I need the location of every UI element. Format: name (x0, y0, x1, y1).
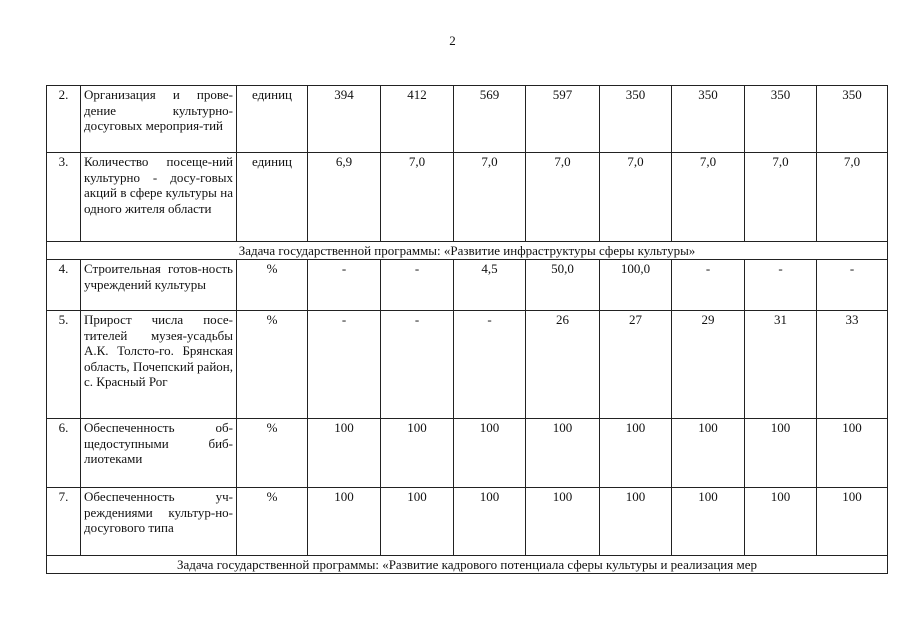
table-row (47, 260, 888, 311)
value-cell: 7,0 (817, 153, 888, 242)
row-number: 5. (47, 311, 81, 419)
indicator-name: Обеспеченность уч-реждениями культур-но-досугового типа (81, 488, 237, 556)
value-cell: 350 (745, 86, 817, 153)
table-row (47, 86, 888, 153)
table-row (47, 419, 888, 488)
value-cell: 100 (600, 419, 672, 488)
value-cell: 6,9 (308, 153, 381, 242)
unit-cell: % (237, 260, 308, 311)
value-cell: 7,0 (745, 153, 817, 242)
value-cell: 7,0 (526, 153, 600, 242)
task-row (47, 242, 888, 260)
value-cell: 597 (526, 86, 600, 153)
value-cell: 4,5 (454, 260, 526, 311)
value-cell: 7,0 (600, 153, 672, 242)
value-cell: 100 (817, 488, 888, 556)
value-cell: 7,0 (454, 153, 526, 242)
indicators-table (46, 85, 888, 574)
value-cell: 100 (600, 488, 672, 556)
page-number: 2 (449, 33, 456, 48)
value-cell: 100 (526, 488, 600, 556)
row-number: 6. (47, 419, 81, 488)
value-cell: - (817, 260, 888, 311)
value-cell: 350 (600, 86, 672, 153)
row-number: 7. (47, 488, 81, 556)
value-cell: 31 (745, 311, 817, 419)
value-cell: - (381, 260, 454, 311)
value-cell: 100 (745, 488, 817, 556)
value-cell: 100 (381, 488, 454, 556)
table-row (47, 488, 888, 556)
task-row (47, 556, 888, 574)
value-cell: 100 (526, 419, 600, 488)
indicator-name: Строительная готов-ность учреждений культуры (81, 260, 237, 311)
unit-cell: единиц (237, 86, 308, 153)
value-cell: - (308, 311, 381, 419)
value-cell: 350 (672, 86, 745, 153)
row-number: 4. (47, 260, 81, 311)
value-cell: 50,0 (526, 260, 600, 311)
value-cell: 100 (308, 488, 381, 556)
value-cell: - (672, 260, 745, 311)
value-cell: 394 (308, 86, 381, 153)
value-cell: 412 (381, 86, 454, 153)
task-heading: Задача государственной программы: «Развитие кадрового потенциала сферы культуры и реализация мер (47, 556, 888, 574)
indicator-name: Прирост числа посе-тителей музея-усадьбы А.К. Толсто-го. Брянская область, Почепский район, с. Красный Рог (81, 311, 237, 419)
value-cell: 7,0 (672, 153, 745, 242)
value-cell: 100 (745, 419, 817, 488)
value-cell: - (745, 260, 817, 311)
value-cell: 29 (672, 311, 745, 419)
value-cell: 26 (526, 311, 600, 419)
value-cell: 7,0 (381, 153, 454, 242)
unit-cell: единиц (237, 153, 308, 242)
value-cell: 100 (672, 419, 745, 488)
value-cell: 100 (454, 419, 526, 488)
unit-cell: % (237, 311, 308, 419)
row-number: 2. (47, 86, 81, 153)
indicator-name: Количество посеще-ний культурно - досу-говых акций в сфере культуры на одного жителя области (81, 153, 237, 242)
value-cell: 569 (454, 86, 526, 153)
value-cell: 100 (308, 419, 381, 488)
value-cell: 100 (454, 488, 526, 556)
value-cell: 27 (600, 311, 672, 419)
value-cell: - (381, 311, 454, 419)
value-cell: - (308, 260, 381, 311)
value-cell: 350 (817, 86, 888, 153)
value-cell: - (454, 311, 526, 419)
value-cell: 100,0 (600, 260, 672, 311)
row-number: 3. (47, 153, 81, 242)
unit-cell: % (237, 419, 308, 488)
indicator-name: Обеспеченность об-щедоступными биб-лиотеками (81, 419, 237, 488)
value-cell: 100 (381, 419, 454, 488)
table-row (47, 153, 888, 242)
value-cell: 100 (672, 488, 745, 556)
table-row (47, 311, 888, 419)
value-cell: 100 (817, 419, 888, 488)
unit-cell: % (237, 488, 308, 556)
task-heading: Задача государственной программы: «Развитие инфраструктуры сферы культуры» (47, 242, 888, 260)
indicator-name: Организация и прове-дение культурно-досуговых мероприя-тий (81, 86, 237, 153)
value-cell: 33 (817, 311, 888, 419)
